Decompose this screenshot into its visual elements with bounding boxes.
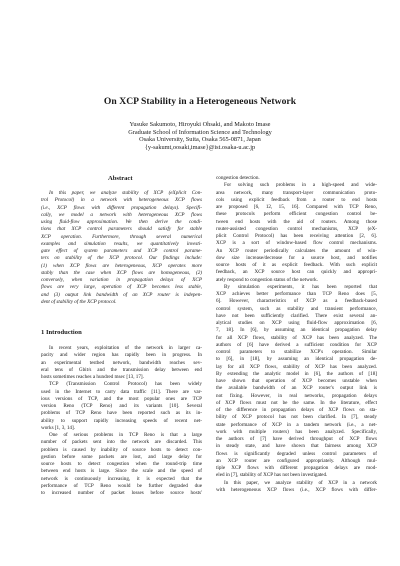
body-line: are proposed [6, 12, 15, 16]. Compared with TCP Reno, <box>216 204 377 210</box>
body-line: the available bandwidth of an XCP router's output link is <box>216 385 377 392</box>
body-line: for all XCP flows, stability of XCP has been analyzed. The <box>216 334 377 341</box>
body-line: version Reno (TCP Reno) and its variants [10]. Several <box>41 403 202 409</box>
body-line: One of serious problems in TCP Reno is that a large <box>49 432 202 438</box>
body-line: An XCP router periodically calculates the amount of win- <box>216 247 377 254</box>
body-line: In recent years, exploitation of the network in larger ca- <box>49 345 202 351</box>
body-line: flows is significantly degraded unless control parameters of <box>216 450 377 457</box>
body-line: In this paper, we analyze stability of XCP in a network <box>224 479 377 486</box>
body-line: control system, such as stability and transient performance, <box>216 305 377 312</box>
paper-title: On XCP Stability in a Heterogeneous Network <box>103 96 297 107</box>
author-block <box>0 121 400 152</box>
abstract-line: tions that XCP control parameters should satisfy for stable <box>41 226 202 233</box>
body-line: to increased number of packet losses before source hosts' <box>41 490 202 496</box>
body-line: pacity and wider region has rapidly been in progress. In <box>41 352 202 359</box>
body-line: an XCP router are configured appropriately. Although mul- <box>216 457 377 464</box>
abstract-line: examples and simulation results, we quantitatively investi- <box>41 240 202 247</box>
body-line: cols using explicit feedback from a router to end hosts <box>216 196 377 203</box>
body-line: For solving such problems in a high-speed and wide- <box>224 182 377 189</box>
body-line: in steady state, and have shown that fairness among XCP <box>216 443 377 450</box>
body-line: network is continuously increasing, it is expected that the <box>41 475 202 482</box>
body-line: not fixing. However, in real networks, propagation delays <box>216 392 377 399</box>
abstract-line: and (3) output link bandwidth of an XCP router is indepen- <box>41 291 202 298</box>
email: {y-sakumt,oosaki,imase}@ist.osaka-u.ac.jp <box>144 144 256 152</box>
body-line: XCP achieves better performance than TCP Reno does [5, <box>216 291 377 297</box>
body-line: state performance of XCP in a tandem network (i.e., a net- <box>216 421 377 428</box>
body-line: authors of [6] have derived a sufficient condition for XCP <box>216 341 377 348</box>
abstract-line: dent of stability of the XCP protocol. <box>41 298 117 305</box>
body-line: used in the Internet to carry data traffic [11]. There are var- <box>41 388 202 395</box>
abstract-line: In this paper, we analyze stability of XCP (eXplicit Con- <box>49 190 202 196</box>
abstract-line: XCP operation. Furthermore, through several numerical <box>41 233 202 240</box>
right-column-body <box>216 175 377 494</box>
body-line: 7, 18]. In [6], by assuming an identical propagation delay <box>216 327 377 334</box>
body-line: with heterogeneous XCP flows (i.e., XCP flows with differ- <box>216 486 377 493</box>
author-names: Yusuke Sakumoto, Hiroyuki Ohsaki, and Makoto Imase <box>129 121 271 128</box>
body-line: an experimental testbed network, bandwidth reaches sev- <box>41 359 202 366</box>
body-line: of the difference in propagation delays of XCP flows on sta- <box>216 407 377 413</box>
body-line: tween end hosts with the aid of routers. Among those <box>216 218 377 225</box>
abstract-heading: Abstract <box>108 175 133 182</box>
body-line: ately respond to congestion status of the network. <box>216 276 318 283</box>
body-line: source hosts of it as explicit feedback. With such explicit <box>216 262 377 268</box>
body-line: 6]. However, characteristics of XCP as a feedback-based <box>216 298 377 305</box>
body-line: congestion detection. <box>216 175 260 181</box>
body-line: source hosts to detect congestion when the round-trip time <box>41 461 202 467</box>
body-line: bility of XCP protocol has not been clarified. In [7], steady <box>216 414 377 421</box>
body-line: XCP is a sort of window-based flow control mechanisms. <box>216 240 377 247</box>
body-line: By simulation experiments, it has been reported that <box>224 283 377 290</box>
body-line: TCP (Transmission Control Protocol) has been widely <box>49 381 202 388</box>
introduction-heading: 1 Introduction <box>41 329 82 336</box>
body-line: control parameters to stabilize XCP's operation. Similar <box>216 349 377 355</box>
body-line: tiple XCP flows with different propagation delays are mod- <box>216 465 377 471</box>
body-line: problems of TCP Reno have been reported such as its in- <box>41 410 202 417</box>
abstract-line: using fluid-flow approximation. We then derive the condi- <box>41 219 202 225</box>
body-line: area network, many transport-layer communication proto- <box>216 189 377 196</box>
abstract-line: cally, we model a network with heterogeneous XCP flows <box>41 211 202 218</box>
body-line: of XCP flows must not be the same. In the literature, effect <box>216 399 377 406</box>
abstract-line: ters on stability of the XCP protocol. Our findings include: <box>41 255 202 262</box>
body-line: number of packets sent into the network are discarded. This <box>41 439 202 446</box>
body-line: By extending the analytic model in [6], the authors of [18] <box>216 370 377 377</box>
abstract-line: flows are very large, operation of XCP becomes less stable, <box>41 284 202 291</box>
abstract-line: conversely, when variation in propagation delays of XCP <box>41 277 202 283</box>
body-line: hosts sometimes reaches a hundred msec [13, 17]. <box>41 374 144 380</box>
abstract-body <box>41 190 202 306</box>
body-line: problem is caused by inability of source hosts to detect con- <box>41 446 202 453</box>
body-line: dow size increase/decrease for a source host, and notifies <box>216 254 377 261</box>
body-line: router-assisted congestion control mechanisms, XCP (eX- <box>216 225 377 232</box>
body-line: ious versions of TCP, and the most popular ones are TCP <box>41 395 202 402</box>
body-line: gestion before some packets are lost, and large delay for <box>41 453 202 460</box>
abstract-line: gate effect of system parameters and XCP control parame- <box>41 248 202 254</box>
body-line: these protocols perform efficient congestion control be- <box>216 211 377 218</box>
abstract-line: stably than the case when XCP flows are homogeneous, (2) <box>41 269 202 276</box>
body-line: works [1, 3, 14]. <box>41 424 75 431</box>
body-line: eled in [7], stability of XCP has not been investigated. <box>216 472 328 479</box>
body-line: have shown that operation of XCP becomes unstable when <box>216 378 377 384</box>
body-line: performance of TCP Reno would be further degraded due <box>41 482 202 489</box>
body-line: plicit Control Protocol) has been receiving attention [2, 6]. <box>216 233 377 239</box>
abstract-line: (1) when XCP flows are heterogeneous, XCP operates more <box>41 262 202 269</box>
body-line: ability to support rapidly increasing speeds of recent net- <box>41 417 202 424</box>
abstract-line: trol Protocol) in a network with heterogeneous XCP flows <box>41 197 202 204</box>
abstract-line: (i.e., XCP flows with different propagation delays). Specifi- <box>41 204 202 211</box>
body-line: the authors of [7] have derived throughput of XCP flows <box>216 436 377 442</box>
body-line: between end hosts is large. Since the scale and the speed of <box>41 468 202 475</box>
body-line: feedback, an XCP source host can quickly and appropri- <box>216 269 377 276</box>
body-line: have not been sufficiently clarified. There exist several an- <box>216 312 377 319</box>
body-line: to [6], in [18], by assuming an identical propagation de- <box>216 356 377 363</box>
affiliation: Graduate School of Information Science and Technology <box>128 128 272 136</box>
introduction-body <box>41 345 202 497</box>
address: Osaka University, Suita, Osaka 565-0871, Japan <box>139 136 261 144</box>
body-line: alytical studies on XCP using fluid-flow approximation [6, <box>216 320 377 326</box>
body-line: eral tens of Gbit/s and the transmission delay between end <box>41 366 202 373</box>
body-line: work with multiple routers) has been analyzed. Specifically, <box>216 428 377 435</box>
body-line: lay for all XCP flows, stability of XCP has been analyzed. <box>216 363 377 370</box>
